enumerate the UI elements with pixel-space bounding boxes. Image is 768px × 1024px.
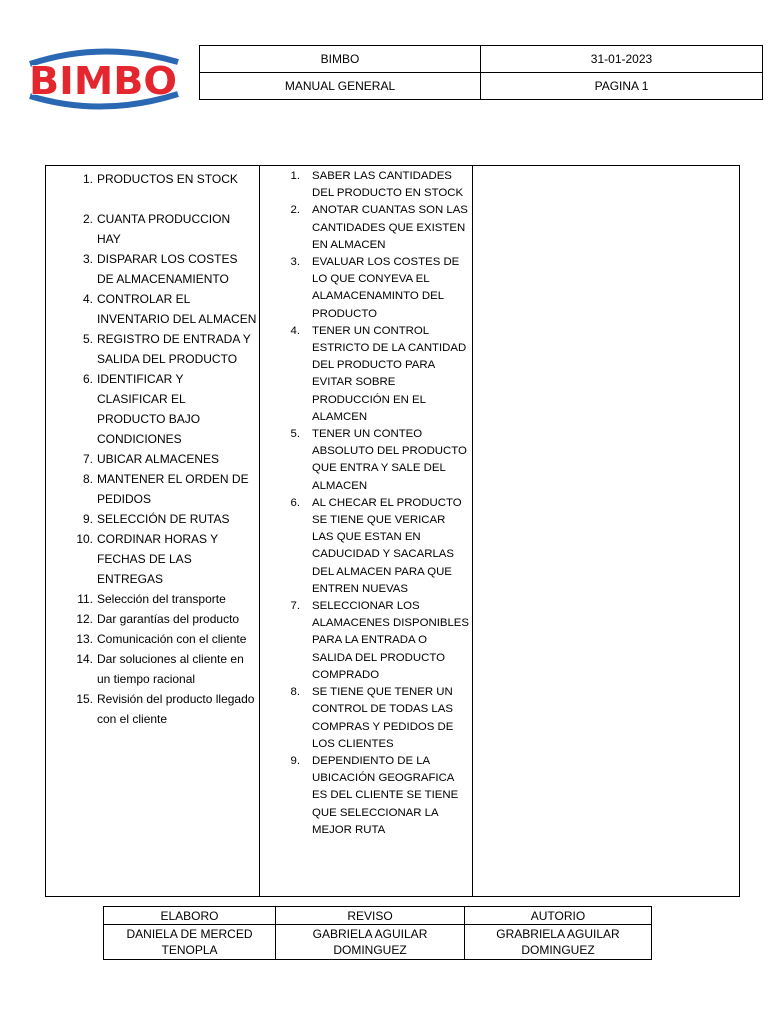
item-number: 1. <box>290 170 300 182</box>
item-text: TENER UN CONTROL ESTRICTO DE LA CANTIDAD DEL PRODUCTO PARA EVITAR SOBRE PRODUCCIÓN EN EL ALAMCEN <box>312 324 467 423</box>
list-item <box>46 449 259 469</box>
autorio-name: GRABRIELA AGUILAR DOMINGUEZ <box>465 925 652 960</box>
item-number: 4. <box>82 292 93 306</box>
item-number: 2. <box>290 204 300 217</box>
item-text: Comunicación con el cliente <box>97 632 247 646</box>
item-text: REGISTRO DE ENTRADA Y SALIDA DEL PRODUCTO <box>97 332 251 366</box>
logo-text: BIMBO <box>29 59 177 103</box>
item-number: 8. <box>82 472 93 486</box>
reviso-name: GABRIELA AGUILAR DOMINGUEZ <box>276 925 465 960</box>
list-item <box>260 495 473 598</box>
item-text: AL CHECAR EL PRODUCTO SE TIENE QUE VERICAR LAS QUE ESTAN EN CADUCIDAD Y SACARLAS DEL ALMACEN PARA QUE ENTREN NUEVAS <box>312 496 462 595</box>
bimbo-logo <box>22 44 184 112</box>
item-text: CONTROLAR EL INVENTARIO DEL ALMACEN <box>97 292 257 326</box>
list-item <box>260 598 473 684</box>
item-text: EVALUAR LOS COSTES DE LO QUE CONYEVA EL ALAMACENAMINTO DEL PRODUCTO <box>312 256 460 320</box>
item-number: 5. <box>290 428 300 441</box>
list-item <box>46 649 259 689</box>
list-item <box>46 209 259 249</box>
item-text: MANTENER EL ORDEN DE PEDIDOS <box>97 472 249 506</box>
activities-column <box>46 166 259 896</box>
item-number: 12. <box>76 612 93 626</box>
item-text: ANOTAR CUANTAS SON LAS CANTIDADES QUE EXISTEN EN ALMACEN <box>312 204 468 251</box>
autorio-header: AUTORIO <box>465 907 652 925</box>
item-number: 11. <box>77 592 93 606</box>
list-item <box>46 509 259 529</box>
item-number: 6. <box>290 496 300 509</box>
procedures-column <box>259 166 473 896</box>
activities-list <box>46 166 259 729</box>
item-number: 3. <box>290 256 300 269</box>
item-text: SE TIENE QUE TENER UN CONTROL DE TODAS LAS COMPRAS Y PEDIDOS DE LOS CLIENTES <box>312 686 454 750</box>
item-number: 10. <box>76 532 93 546</box>
list-item <box>260 753 473 839</box>
main-table <box>45 165 740 897</box>
item-number: 4. <box>290 324 300 337</box>
list-item <box>46 369 259 449</box>
item-number: 6. <box>82 372 93 386</box>
item-number: 13. <box>76 632 93 646</box>
item-text: SABER LAS CANTIDADES DEL PRODUCTO EN STOCK <box>312 170 464 200</box>
list-item <box>260 202 473 254</box>
item-text: DISPARAR LOS COSTES DE ALMACENAMIENTO <box>97 252 238 286</box>
elaboro-name: DANIELA DE MERCED TENOPLA <box>104 925 276 960</box>
item-text: TENER UN CONTEO ABSOLUTO DEL PRODUCTO QUE ENTRA Y SALE DEL ALMACEN <box>312 428 467 492</box>
item-text: DEPENDIENTO DE LA UBICACIÓN GEOGRAFICA ES DEL CLIENTE SE TIENE QUE SELECCIONAR LA MEJOR RUTA <box>312 754 459 836</box>
procedures-list <box>260 166 473 839</box>
list-item <box>46 589 259 609</box>
list-item <box>260 254 473 323</box>
signature-table <box>103 906 652 960</box>
item-text: Dar garantías del producto <box>97 612 240 626</box>
item-text: PRODUCTOS EN STOCK <box>97 172 238 186</box>
list-item <box>260 684 473 753</box>
item-number: 5. <box>82 332 93 346</box>
item-text: SELECCIONAR LOS ALAMACENES DISPONIBLES PARA LA ENTRADA O SALIDA DEL PRODUCTO COMPRADO <box>312 600 469 681</box>
page-number: PAGINA 1 <box>481 73 763 100</box>
list-item <box>46 529 259 589</box>
list-item <box>46 169 259 189</box>
list-item <box>46 469 259 509</box>
list-item <box>260 426 473 495</box>
item-text: IDENTIFICAR Y CLASIFICAR EL PRODUCTO BAJO CONDICIONES <box>97 372 201 446</box>
item-number: 14. <box>76 652 93 666</box>
manual-title: MANUAL GENERAL <box>200 73 481 100</box>
item-number: 9. <box>290 754 300 767</box>
item-text: Revisión del producto llegado con el cliente <box>97 692 255 726</box>
list-item <box>46 329 259 369</box>
item-number: 9. <box>82 512 93 526</box>
item-text: Selección del transporte <box>97 592 226 606</box>
item-number: 15. <box>76 692 93 706</box>
list-item <box>46 689 259 729</box>
item-number: 2. <box>82 212 93 226</box>
item-text: SELECCIÓN DE RUTAS <box>97 512 230 526</box>
list-item <box>46 629 259 649</box>
list-item <box>46 609 259 629</box>
item-text: CUANTA PRODUCCION HAY <box>97 212 231 246</box>
item-text: Dar soluciones al cliente en un tiempo racional <box>97 652 244 686</box>
item-number: 8. <box>290 686 300 699</box>
elaboro-header: ELABORO <box>104 907 276 925</box>
list-item <box>260 168 473 202</box>
list-item <box>260 323 473 426</box>
item-number: 1. <box>82 172 93 186</box>
header-table <box>199 45 763 100</box>
item-text: UBICAR ALMACENES <box>97 452 220 466</box>
company-name: BIMBO <box>200 46 481 73</box>
reviso-header: REVISO <box>276 907 465 925</box>
list-item <box>46 249 259 289</box>
document-date: 31-01-2023 <box>481 46 763 73</box>
list-item <box>46 289 259 329</box>
item-number: 7. <box>82 452 93 466</box>
item-number: 3. <box>82 252 93 266</box>
item-text: CORDINAR HORAS Y FECHAS DE LAS ENTREGAS <box>97 532 218 586</box>
empty-column <box>472 166 739 896</box>
item-number: 7. <box>290 600 300 613</box>
